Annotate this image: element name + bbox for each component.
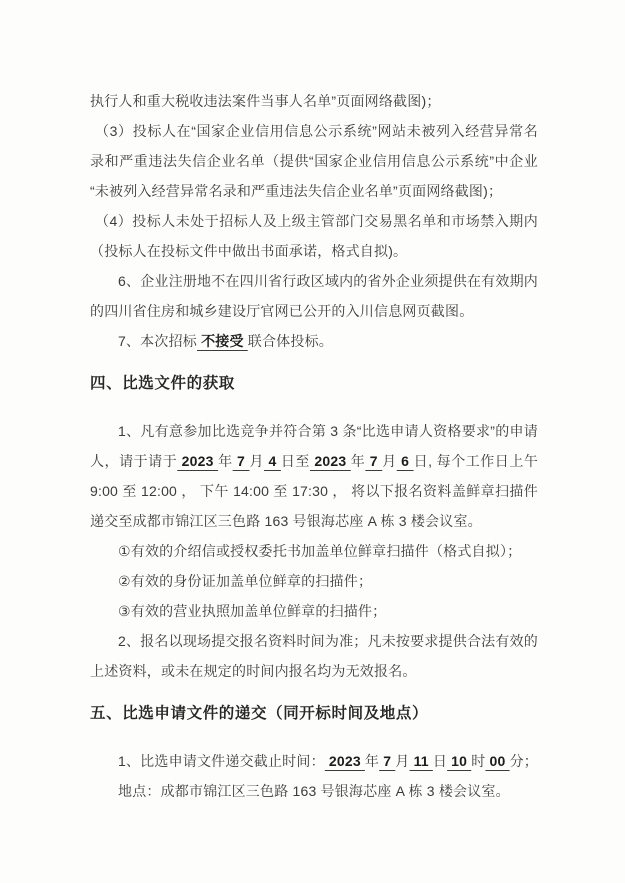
- paragraph: [90, 326, 538, 356]
- paragraph: [90, 596, 538, 626]
- emphasis-run: 2023: [177, 453, 219, 469]
- emphasis-run: 11: [409, 753, 433, 769]
- paragraph: [90, 86, 538, 116]
- text-run: 6、企业注册地不在四川省行政区域内的省外企业须提供在有效期内的四川省住房和城乡建设厅官网已公开的入川信息网页截图。: [90, 273, 538, 319]
- text-run: 地点：成都市锦江区三色路 163 号银海芯座 A 栋 3 楼会议室。: [118, 783, 510, 799]
- text-run: 五、比选申请文件的递交（同开标时间及地点）: [90, 705, 429, 722]
- text-run: （3）投标人在“国家企业信用信息公示系统”网站未被列入经营异常名录和严重违法失信企业名单（提供“国家企业信用信息公示系统”中企业“未被列入经营异常名录和严重违法失信企业名单”页面网络截图)；: [90, 123, 538, 199]
- text-run: 2、报名以现场提交报名资料时间为准；凡未按要求提供合法有效的上述资料，或未在规定的时间内报名均为无效报名。: [90, 633, 538, 679]
- paragraph: [90, 566, 538, 596]
- emphasis-run: 7: [365, 453, 383, 469]
- emphasis-run: 4: [264, 453, 281, 469]
- text-run: 7、本次招标: [118, 333, 197, 349]
- emphasis-run: 不接受: [197, 333, 248, 349]
- paragraph: [90, 776, 538, 806]
- emphasis-run: 00: [485, 753, 510, 769]
- paragraph: [90, 626, 538, 686]
- text-run: 年: [218, 453, 233, 469]
- paragraph: [90, 416, 538, 536]
- paragraph: [90, 746, 538, 776]
- text-run: ③有效的营业执照加盖单位鲜章的扫描件；: [118, 603, 387, 619]
- text-run: 日至: [280, 453, 310, 469]
- emphasis-run: 7: [379, 753, 396, 769]
- text-run: 日, 每个工作日上午 9:00 至 12:00 ， 下午 14:00 至 17:30 ， 将以下报名资料盖鲜章扫描件递交至成都市锦江区三色路 163 号银海芯座 A 栋 3 楼会议室。: [90, 453, 539, 529]
- text-run: ①有效的介绍信或授权委托书加盖单位鲜章扫描件（格式自拟）；: [118, 543, 522, 559]
- text-run: 四、比选文件的获取: [90, 375, 235, 392]
- emphasis-run: 10: [447, 753, 472, 769]
- paragraph: [90, 206, 538, 266]
- paragraph: [90, 266, 538, 326]
- emphasis-run: 6: [396, 453, 414, 469]
- emphasis-run: 7: [232, 453, 250, 469]
- text-run: 月: [249, 453, 265, 469]
- text-run: 时: [471, 753, 486, 769]
- text-run: 年: [364, 753, 380, 769]
- paragraph: [90, 536, 538, 566]
- section-heading: [90, 368, 538, 399]
- emphasis-run: 2023: [324, 753, 365, 769]
- emphasis-run: 2023: [309, 453, 351, 469]
- paragraph: [90, 116, 538, 206]
- text-run: 1、比选申请文件递交截止时间：: [118, 753, 325, 769]
- text-run: 联合体投标。: [247, 333, 333, 349]
- text-run: 年: [350, 453, 366, 469]
- text-run: 1、凡有意参加比选竞争并符合第 3 条“比选申请人资格要求”的申请人，请于请于: [90, 423, 538, 469]
- page-content: [90, 86, 538, 806]
- text-run: 月: [395, 753, 410, 769]
- section-heading: [90, 698, 538, 729]
- text-run: ②有效的身份证加盖单位鲜章的扫描件；: [118, 573, 373, 589]
- text-run: 月: [382, 453, 397, 469]
- text-run: 日: [432, 753, 448, 769]
- text-run: 分；: [509, 753, 539, 769]
- text-run: （4）投标人未处于招标人及上级主管部门交易黑名单和市场禁入期内（投标人在投标文件中做出书面承诺，格式自拟)。: [90, 213, 538, 259]
- text-run: 执行人和重大税收违法案件当事人名单”页面网络截图)；: [90, 93, 441, 109]
